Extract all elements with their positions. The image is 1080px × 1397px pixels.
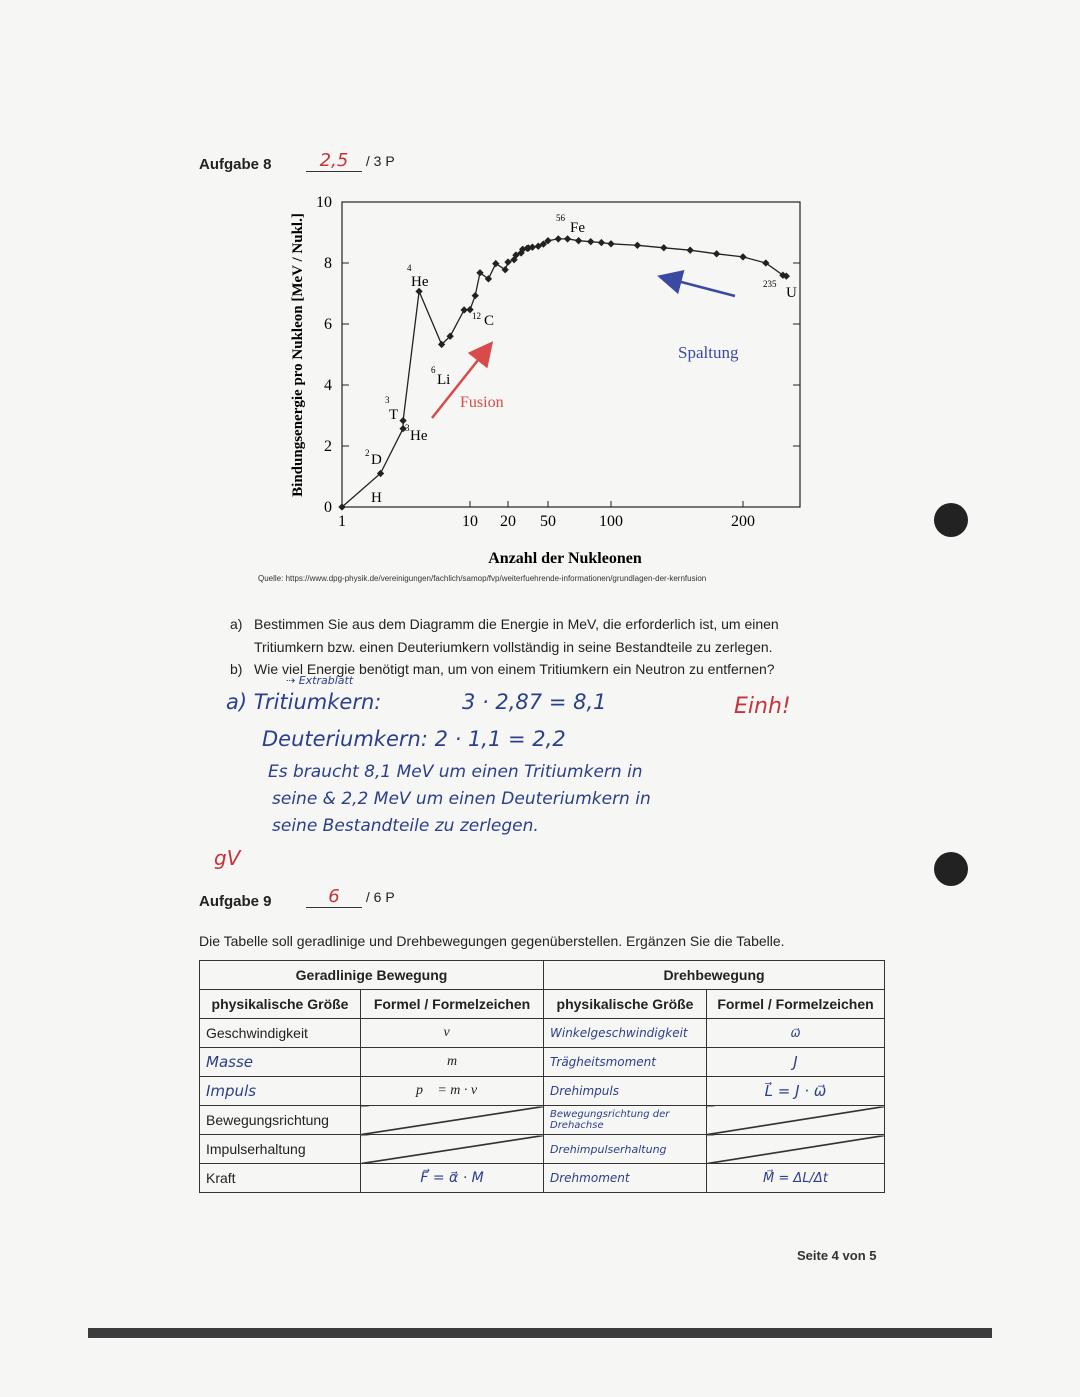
cell-rot-name: Winkelgeschwindigkeit xyxy=(544,1019,707,1048)
y-tick-label: 6 xyxy=(324,316,332,333)
hw-tritium-calc: 3 · 2,87 = 8,1 xyxy=(462,690,607,714)
data-point xyxy=(492,260,499,267)
y-axis-label: Bindungsenergie pro Nukleon [MeV / Nukl.] xyxy=(290,213,306,497)
question-b-label: b) xyxy=(230,661,243,677)
x-tick-label: 20 xyxy=(500,513,516,530)
x-tick-label: 1 xyxy=(338,513,346,530)
col-header: physikalische Größe xyxy=(544,990,707,1019)
label-t: T xyxy=(389,407,399,423)
col-header: Formel / Formelzeichen xyxy=(707,990,885,1019)
y-tick-label: 10 xyxy=(316,194,332,211)
task9-score-got: 6 xyxy=(328,886,340,907)
data-point xyxy=(660,244,667,251)
hw-grade-mark: gV xyxy=(214,846,241,870)
binding-energy-curve xyxy=(342,239,786,507)
hw-note-b: ⇢ Extrablatt xyxy=(286,674,354,687)
cell-lin-name: Impuls xyxy=(200,1077,361,1106)
task8-score-total: / 3 P xyxy=(365,153,395,169)
hw-answer-line3: seine Bestandteile zu zerlegen. xyxy=(272,816,539,836)
table-row xyxy=(200,1106,885,1135)
hw-answer-line1: Es braucht 8,1 MeV um einen Tritiumkern in xyxy=(268,762,643,782)
label-he4: He xyxy=(411,274,429,290)
cell-lin-name: Geschwindigkeit xyxy=(200,1019,361,1048)
task9-score xyxy=(306,886,395,908)
question-b: Wie viel Energie benötigt man, um von einem Tritiumkern ein Neutron zu entfernen? xyxy=(254,661,775,677)
x-axis-label: Anzahl der Nukleonen xyxy=(488,550,642,567)
label-h: H xyxy=(371,490,382,506)
cell-rot-formula: ω⃗ xyxy=(707,1019,885,1048)
task9-intro: Die Tabelle soll geradlinige und Drehbewegungen gegenüberstellen. Ergänzen Sie die Tabelle. xyxy=(199,933,785,949)
label-fusion: Fusion xyxy=(460,394,504,411)
cell-lin-name: Masse xyxy=(200,1048,361,1077)
data-point xyxy=(564,235,571,242)
task9-title: Aufgabe 9 xyxy=(199,893,272,910)
x-tick-label: 10 xyxy=(462,513,478,530)
label-t-mass: 3 xyxy=(385,395,390,405)
data-point xyxy=(739,253,746,260)
cell-rot-formula: M⃗ = ΔL/Δt xyxy=(707,1164,885,1193)
punch-hole xyxy=(934,852,968,886)
label-spaltung: Spaltung xyxy=(678,343,739,362)
punch-hole xyxy=(934,503,968,537)
col-header: physikalische Größe xyxy=(200,990,361,1019)
source-citation: Quelle: https://www.dpg-physik.de/vereinigungen/fachlich/samop/fvp/weiterfuehrende-informationen/grundlagen-der-kernfusion xyxy=(258,574,707,583)
task8-title: Aufgabe 8 xyxy=(199,156,272,173)
label-he4-mass: 4 xyxy=(407,263,412,273)
cell-lin-formula: v⃗ xyxy=(361,1019,544,1048)
cell-rot-formula-crossed xyxy=(707,1135,885,1164)
data-point xyxy=(587,238,594,245)
group-rotation-header: Drehbewegung xyxy=(544,961,885,990)
y-tick-label: 4 xyxy=(324,377,332,394)
data-point xyxy=(598,239,605,246)
cell-rot-name: Drehimpulserhaltung xyxy=(544,1135,707,1164)
table-column-header-row xyxy=(200,990,885,1019)
data-point xyxy=(687,247,694,254)
task8-score-got: 2,5 xyxy=(319,150,349,171)
x-tick-label: 200 xyxy=(731,513,755,530)
x-tick-label: 50 xyxy=(540,513,556,530)
label-d: D xyxy=(371,452,382,468)
label-c-mass: 12 xyxy=(472,311,481,321)
label-li: Li xyxy=(437,372,451,388)
page-number: Seite 4 von 5 xyxy=(797,1248,877,1263)
table-row xyxy=(200,1048,885,1077)
cell-lin-formula-crossed xyxy=(361,1135,544,1164)
data-point xyxy=(713,250,720,257)
table-row xyxy=(200,1164,885,1193)
label-li-mass: 6 xyxy=(431,365,436,375)
cell-lin-formula: F⃗ = α⃗ · M xyxy=(361,1164,544,1193)
hw-tritium-label: a) Tritiumkern: xyxy=(226,690,382,714)
cell-lin-formula: m xyxy=(361,1048,544,1077)
cell-rot-name: Trägheitsmoment xyxy=(544,1048,707,1077)
question-a-label: a) xyxy=(230,616,243,632)
question-a-line2: Tritiumkern bzw. einen Deuteriumkern vollständig in seine Bestandteile zu zerlegen. xyxy=(254,639,773,655)
cell-lin-formula: p⃗ = m · v⃗ xyxy=(361,1077,544,1106)
label-u-mass: 235 xyxy=(763,279,777,289)
cell-rot-formula-crossed xyxy=(707,1106,885,1135)
group-linear-header: Geradlinige Bewegung xyxy=(200,961,544,990)
cell-rot-name: Drehimpuls xyxy=(544,1077,707,1106)
question-a-line1: Bestimmen Sie aus dem Diagramm die Energie in MeV, die erforderlich ist, um einen xyxy=(254,616,779,632)
col-header: Formel / Formelzeichen xyxy=(361,990,544,1019)
table-row xyxy=(200,1019,885,1048)
cell-lin-name: Impulserhaltung xyxy=(200,1135,361,1164)
label-fe-mass: 56 xyxy=(556,213,565,223)
label-u: U xyxy=(786,285,797,301)
cell-lin-formula-crossed xyxy=(361,1106,544,1135)
cell-rot-name: Drehmoment xyxy=(544,1164,707,1193)
data-point xyxy=(555,235,562,242)
spaltung-arrow xyxy=(662,277,735,296)
x-tick-label: 100 xyxy=(599,513,623,530)
cell-lin-name: Bewegungsrichtung xyxy=(200,1106,361,1135)
page-shadow-edge xyxy=(88,1328,992,1338)
label-d-mass: 2 xyxy=(365,448,370,458)
hw-deuterium: Deuteriumkern: 2 · 1,1 = 2,2 xyxy=(262,727,566,751)
hw-correction-einh: Einh! xyxy=(734,694,791,719)
task9-score-total: / 6 P xyxy=(365,889,395,905)
data-point xyxy=(502,266,509,273)
label-c: C xyxy=(484,313,495,329)
cell-lin-name: Kraft xyxy=(200,1164,361,1193)
label-he3-mass: 3 xyxy=(405,423,410,433)
table-row xyxy=(200,1135,885,1164)
cell-rot-name: Bewegungsrichtung der Drehachse xyxy=(544,1106,707,1135)
table-group-header-row xyxy=(200,961,885,990)
data-point xyxy=(575,237,582,244)
data-point xyxy=(607,240,614,247)
data-point xyxy=(472,292,479,299)
cell-rot-formula: L⃗ = J · ω⃗ xyxy=(707,1077,885,1106)
motion-comparison-table xyxy=(199,960,885,1193)
y-tick-label: 8 xyxy=(324,255,332,272)
y-tick-label: 0 xyxy=(324,499,332,516)
label-he3: He xyxy=(410,428,428,444)
y-tick-label: 2 xyxy=(324,438,332,455)
table-row xyxy=(200,1077,885,1106)
data-point xyxy=(634,242,641,249)
task8-score xyxy=(306,150,395,172)
cell-rot-formula: J xyxy=(707,1048,885,1077)
label-fe: Fe xyxy=(570,220,585,236)
hw-answer-line2: seine & 2,2 MeV um einen Deuteriumkern in xyxy=(272,789,651,809)
binding-energy-chart xyxy=(280,185,860,585)
